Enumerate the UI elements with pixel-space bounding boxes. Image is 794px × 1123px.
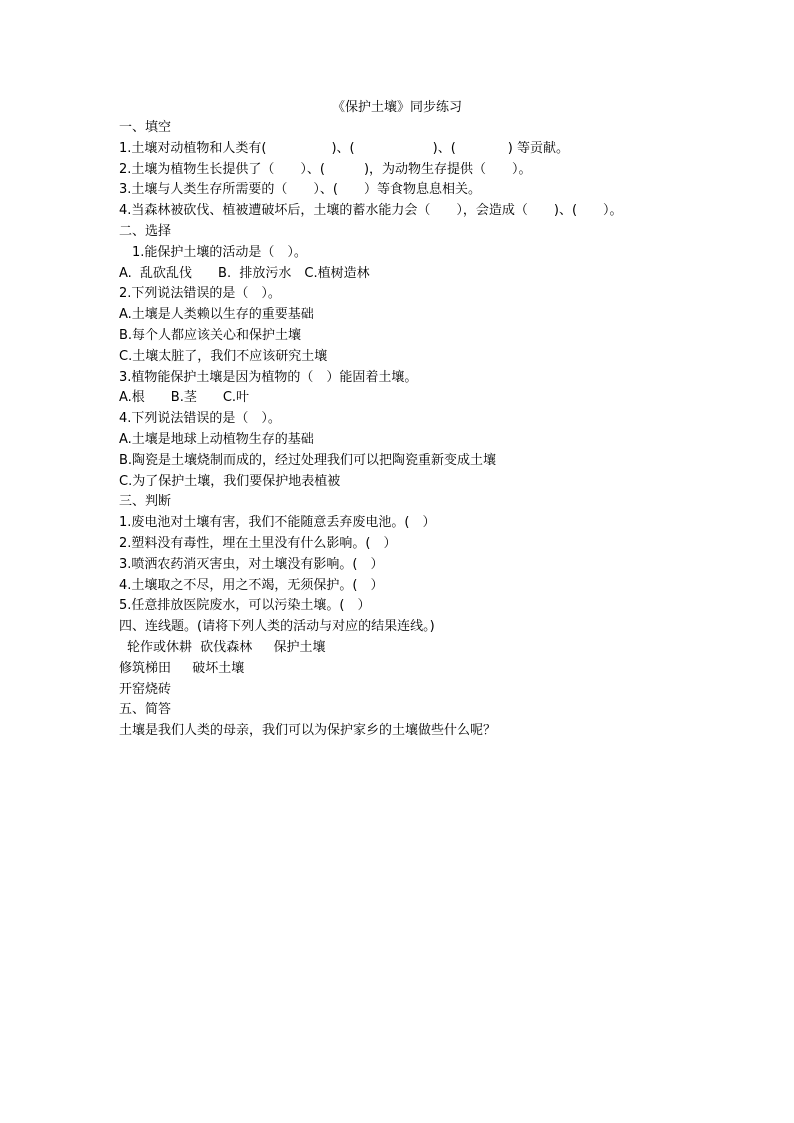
question-line: 1.废电池对土壤有害，我们不能随意丢弃废电池。( ） — [119, 515, 436, 531]
question-line: 4.下列说法错误的是（ ）。 — [119, 411, 281, 427]
section-heading: 五、简答 — [119, 702, 172, 718]
question-line: 5.任意排放医院废水，可以污染土壤。( ） — [119, 598, 371, 614]
matching-row: 轮作或休耕 砍伐森林 保护土壤 — [127, 639, 326, 655]
option-line: A.土壤是人类赖以生存的重要基础 — [119, 307, 314, 323]
question-line: 1.能保护土壤的活动是（ ）。 — [132, 244, 307, 260]
section-heading: 一、填空 — [119, 120, 172, 135]
option-line: B.陶瓷是土壤烧制而成的，经过处理我们可以把陶瓷重新变成土壤 — [119, 452, 497, 468]
section-fill-blank — [119, 118, 719, 222]
section-heading: 三、判断 — [119, 494, 172, 510]
question-line: 3.植物能保护土壤是因为植物的（ ）能固着土壤。 — [119, 369, 418, 385]
question-line: 2.塑料没有毒性，埋在土里没有什么影响。( ） — [119, 535, 397, 551]
worksheet-document — [119, 98, 719, 742]
option-line: A.土壤是地球上动植物生存的基础 — [119, 431, 314, 447]
options-line: A.根 B.茎 C.叶 — [119, 390, 250, 406]
question-line: 3.土壤与人类生存所需要的（ ）、( ）等食物息息相关。 — [119, 182, 481, 198]
question-line: 4.当森林被砍伐、植被遭破坏后，土壤的蓄水能力会（ ），会造成（ )、( ）。 — [119, 203, 623, 219]
question-line: 4.土壤取之不尽，用之不竭，无须保护。( ） — [119, 577, 384, 593]
option-line: C.土壤太脏了，我们不应该研究土壤 — [119, 348, 328, 364]
document-title: 《保护土壤》同步练习 — [331, 100, 462, 115]
section-matching — [119, 617, 719, 700]
matching-row: 修筑梯田 破坏土壤 — [119, 660, 245, 676]
question-line: 1.土壤对动植物和人类有( )、( )、( ) 等贡献。 — [119, 140, 569, 156]
section-multiple-choice — [119, 222, 719, 492]
question-line: 3.喷洒农药消灭害虫，对土壤没有影响。( ） — [119, 556, 384, 572]
section-true-false — [119, 492, 719, 617]
matching-row: 开窑烧砖 — [119, 681, 172, 697]
question-line: 土壤是我们人类的母亲，我们可以为保护家乡的土壤做些什么呢？ — [119, 723, 497, 739]
option-line: B.每个人都应该关心和保护土壤 — [119, 327, 302, 343]
question-line: 2.土壤为植物生长提供了（ ）、( )，为动物生存提供（ ）。 — [119, 161, 532, 177]
options-line: A. 乱砍乱伐 B. 排放污水 C.植树造林 — [119, 265, 370, 281]
section-short-answer — [119, 700, 719, 742]
section-heading: 二、选择 — [119, 223, 172, 239]
section-heading: 四、连线题。(请将下列人类的活动与对应的结果连线。) — [119, 619, 435, 635]
question-line: 2.下列说法错误的是（ ）。 — [119, 286, 281, 302]
option-line: C.为了保护土壤，我们要保护地表植被 — [119, 473, 341, 489]
